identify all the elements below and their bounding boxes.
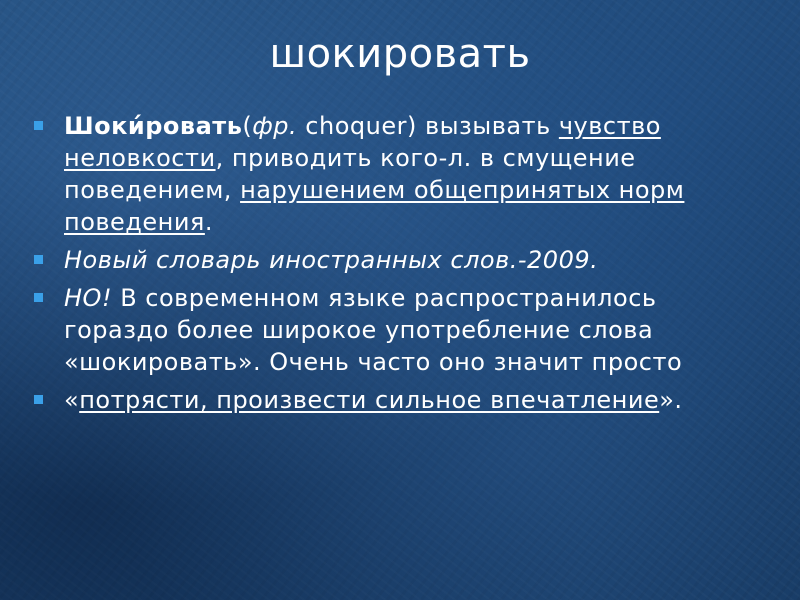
- definition-middle-text: , приводить кого-л. в смущение поведением,: [64, 144, 636, 204]
- square-bullet-icon: [34, 121, 43, 130]
- slide-title: шокировать: [269, 31, 531, 77]
- hyperlink-norm-violation[interactable]: нарушением общепринятых норм поведения: [64, 176, 685, 236]
- origin-text: choquer) вызывать: [297, 112, 559, 140]
- term: Шоки́ровать: [64, 112, 243, 140]
- square-bullet-icon: [34, 293, 43, 302]
- quote-close: ».: [659, 386, 683, 414]
- hyperlink-feeling-awkward[interactable]: чувство неловкости: [64, 112, 661, 172]
- square-bullet-icon: [34, 255, 43, 264]
- bullet-item-source: [34, 244, 754, 276]
- bullet-item-definition: [34, 110, 754, 238]
- bullet-item-modern-usage: [34, 282, 754, 378]
- language-abbreviation: фр.: [252, 112, 298, 140]
- modern-usage-text: В современном языке распространилось гораздо более широкое употребление слова «шокировать». Очень часто оно значит просто: [64, 284, 683, 376]
- definition-end: .: [204, 208, 214, 236]
- emphasis-but: НО!: [64, 284, 113, 312]
- quote-open: «: [64, 386, 80, 414]
- hyperlink-impress[interactable]: потрясти, произвести сильное впечатление: [79, 386, 660, 414]
- bullet-list: [34, 110, 754, 422]
- square-bullet-icon: [34, 395, 43, 404]
- source-citation: Новый словарь иностранных слов.-2009.: [64, 246, 599, 274]
- paren-open: (: [242, 112, 253, 140]
- bullet-item-meaning: [34, 384, 754, 416]
